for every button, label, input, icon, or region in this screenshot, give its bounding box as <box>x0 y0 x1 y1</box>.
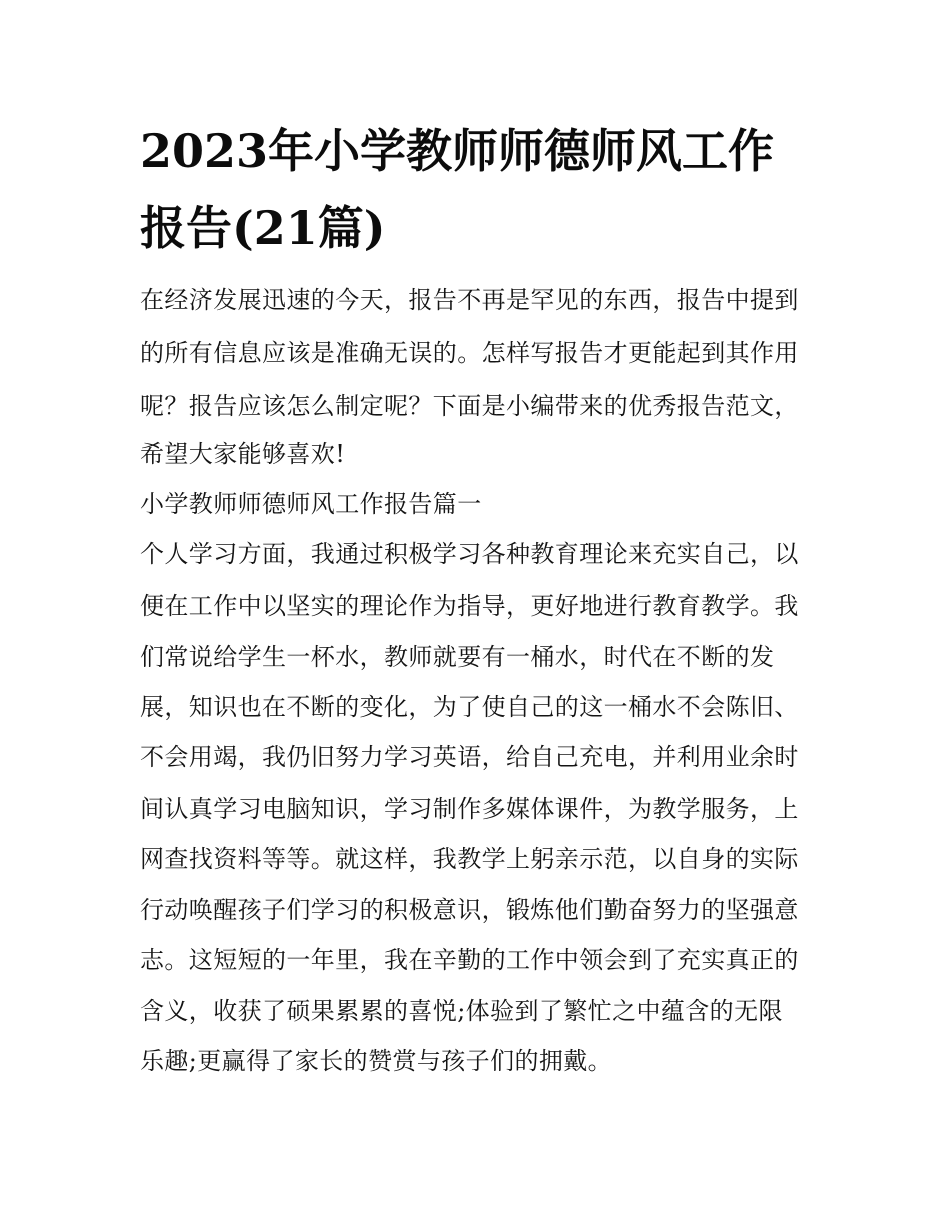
body-line-9: 志。这短短的一年里，我在辛勤的工作中领会到了充实真正的 <box>140 946 799 974</box>
body-line-1: 个人学习方面，我通过积极学习各种教育理论来充实自己，以 <box>140 540 799 568</box>
body-line-5: 不会用竭，我仍旧努力学习英语，给自己充电，并利用业余时 <box>140 743 799 771</box>
intro-line-2: 的所有信息应该是准确无误的。怎样写报告才更能起到其作用 <box>140 339 799 367</box>
body-line-11: 乐趣;更赢得了家长的赞赏与孩子们的拥戴。 <box>140 1047 613 1075</box>
body-line-8: 行动唤醒孩子们学习的积极意识，锻炼他们勤奋努力的坚强意 <box>140 896 799 924</box>
intro-line-3: 呢？报告应该怎么制定呢？下面是小编带来的优秀报告范文， <box>140 392 799 420</box>
intro-line-4: 希望大家能够喜欢! <box>140 440 346 468</box>
document-title-line-1: 2023年小学教师师德师风工作 <box>140 124 775 178</box>
intro-line-1: 在经济发展迅速的今天，报告不再是罕见的东西，报告中提到 <box>140 286 799 314</box>
body-line-6: 间认真学习电脑知识，学习制作多媒体课件，为教学服务，上 <box>140 795 799 823</box>
body-line-4: 展，知识也在不断的变化，为了使自己的这一桶水不会陈旧、 <box>140 693 799 721</box>
document-title-line-2: 报告(21篇) <box>140 201 386 255</box>
body-line-7: 网查找资料等等。就这样，我教学上躬亲示范，以自身的实际 <box>140 845 799 873</box>
body-line-3: 们常说给学生一杯水，教师就要有一桶水，时代在不断的发 <box>140 643 775 671</box>
body-line-2: 便在工作中以坚实的理论作为指导，更好地进行教育教学。我 <box>140 592 799 620</box>
section-heading: 小学教师师德师风工作报告篇一 <box>140 490 482 518</box>
body-line-10: 含义，收获了硕果累累的喜悦;体验到了繁忙之中蕴含的无限 <box>140 997 783 1025</box>
